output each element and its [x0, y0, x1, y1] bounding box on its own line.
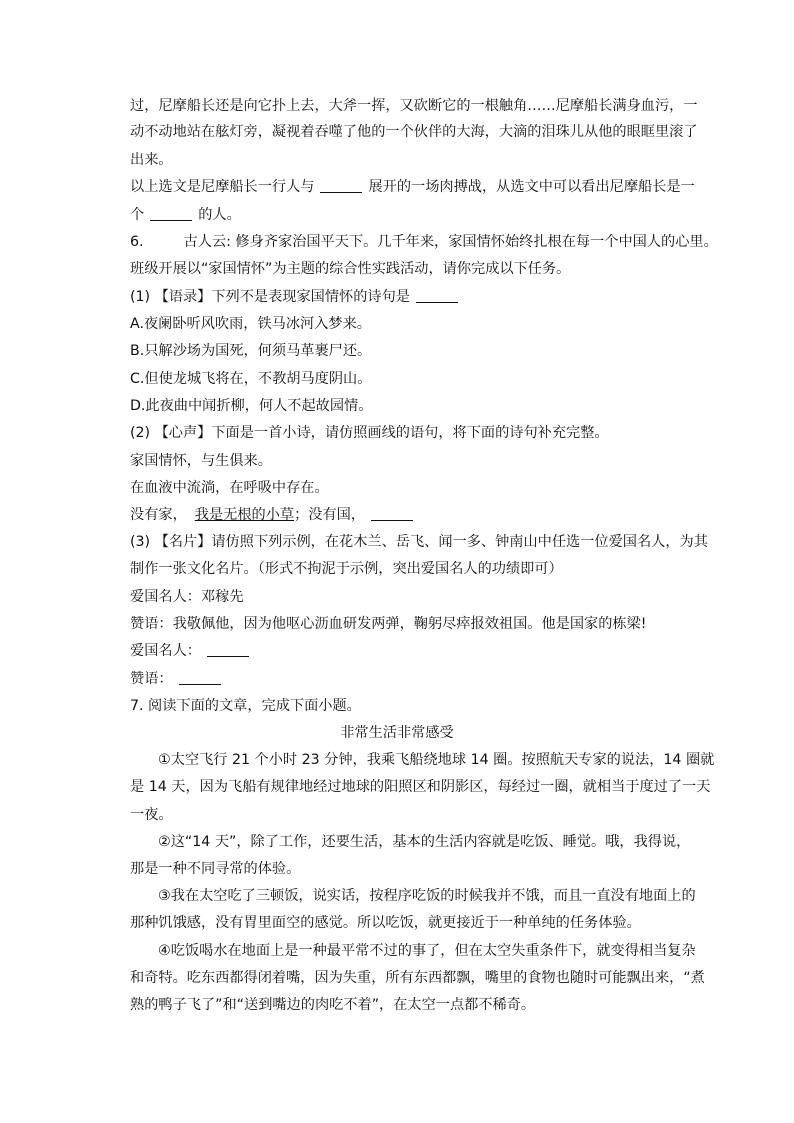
subquestion-line	[130, 287, 464, 307]
question-number: 6.	[130, 234, 144, 250]
text-line: 出来。	[130, 152, 173, 168]
poem-line	[130, 505, 419, 525]
paragraph-line: 是 14 天，因为飞船有规律地经过地球的阳照区和阴影区，每经过一圈，就相当于度过了一天	[130, 779, 711, 795]
paragraph-line: 那是一种不同寻常的体验。	[130, 861, 301, 877]
text-line: 动不动地站在舷灯旁，凝视着吞噬了他的一个伙伴的大海，大滴的泪珠儿从他的眼眶里滚了	[130, 124, 698, 140]
subquestion-text: (2) 【心声】下面是一首小诗，请仿照画线的语句，将下面的诗句补充完整。	[130, 425, 609, 441]
paragraph-line: 那种饥饿感，没有胃里面空的感觉。所以吃饭，就更接近于一种单纯的任务体验。	[130, 915, 641, 931]
option-a: A.夜阑卧听风吹雨，铁马冰河入梦来。	[130, 316, 371, 332]
question-text: 古人云: 修身齐家治国平天下。几千年来，家国情怀始终扎根在每一个中国人的心里。	[183, 234, 718, 250]
option-c: C.但使龙城飞将在，不教胡马度阴山。	[130, 371, 372, 387]
text-line: 过，尼摩船长还是向它扑上去，大斧一挥，又砍断它的一根触角……尼摩船长满身血污，一	[130, 98, 698, 114]
example-line: 赞语：我敬佩他，因为他呕心沥血研发两弹，鞠躬尽瘁报效祖国。他是国家的栋梁!	[130, 616, 647, 632]
answer-blank[interactable]	[371, 506, 413, 521]
paragraph-line: ③我在太空吃了三顿饭，说实话，按程序吃饭的时候我并不饿，而且一直没有地面上的	[158, 888, 696, 904]
option-d: D.此夜曲中闻折柳，何人不起故园情。	[130, 398, 373, 414]
text-segment: 爱国名人：	[130, 643, 201, 659]
article-title: 非常生活非常感受	[340, 725, 454, 741]
question-line	[130, 205, 241, 225]
text-line: 班级开展以“家国情怀”为主题的综合性实践活动，请你完成以下任务。	[130, 261, 571, 277]
subquestion-text: (1) 【语录】下列不是表现家国情怀的诗句是	[130, 289, 410, 305]
underlined-phrase: 我是无根的小草	[194, 507, 295, 523]
fill-line	[130, 669, 227, 689]
paragraph-line: 熟的鸭子飞了”和“送到嘴边的肉吃不着”，在太空一点都不稀奇。	[130, 997, 536, 1013]
question-7-line: 7. 阅读下面的文章，完成下面小题。	[130, 698, 361, 714]
poem-line: 家国情怀，与生俱来。	[130, 453, 272, 469]
text-segment: 的人。	[198, 207, 241, 223]
text-segment: ；没有国，	[294, 507, 366, 523]
fill-line	[130, 641, 255, 661]
text-segment: 以上选文是尼摩船长一行人与	[130, 179, 315, 195]
question-6-line	[130, 232, 718, 252]
paragraph-line: ④吃饭喝水在地面上是一种最平常不过的事了，但在太空失重条件下，就变得相当复杂	[158, 943, 696, 959]
answer-blank[interactable]	[320, 178, 362, 193]
example-line: 爱国名人：邓稼先	[130, 589, 244, 605]
paragraph-line: 一夜。	[130, 807, 173, 823]
answer-blank[interactable]	[416, 288, 458, 303]
paragraph-line: ②这“14 天”，除了工作，还要生活，基本的生活内容就是吃饭、睡觉。哦，我得说，	[158, 834, 691, 850]
text-segment: 个	[130, 207, 145, 223]
answer-blank[interactable]	[207, 642, 249, 657]
poem-line: 在血液中流淌，在呼吸中存在。	[130, 480, 329, 496]
text-segment: 展开的一场肉搏战，从选文中可以看出尼摩船长是一	[368, 179, 695, 195]
option-b: B.只解沙场为国死，何须马革裹尸还。	[130, 343, 372, 359]
paragraph-line: ①太空飞行 21 个小时 23 分钟，我乘飞船绕地球 14 圈。按照航天专家的说法，14 圈就	[158, 752, 715, 768]
text-segment: 没有家，	[130, 507, 187, 523]
answer-blank[interactable]	[179, 670, 221, 685]
text-segment: 赞语：	[130, 671, 173, 687]
paragraph-line: 和奇特。吃东西都得闭着嘴，因为失重，所有东西都飘，嘴里的食物也随时可能飘出来，“煮	[130, 970, 705, 986]
text-line: 制作一张文化名片。（形式不拘泥于示例，突出爱国名人的功绩即可）	[130, 561, 563, 577]
answer-blank[interactable]	[150, 206, 192, 221]
subquestion-text: (3) 【名片】请仿照下列示例，在花木兰、岳飞、闻一多、钟南山中任选一位爱国名人，为其	[130, 534, 708, 550]
question-line	[130, 177, 695, 197]
